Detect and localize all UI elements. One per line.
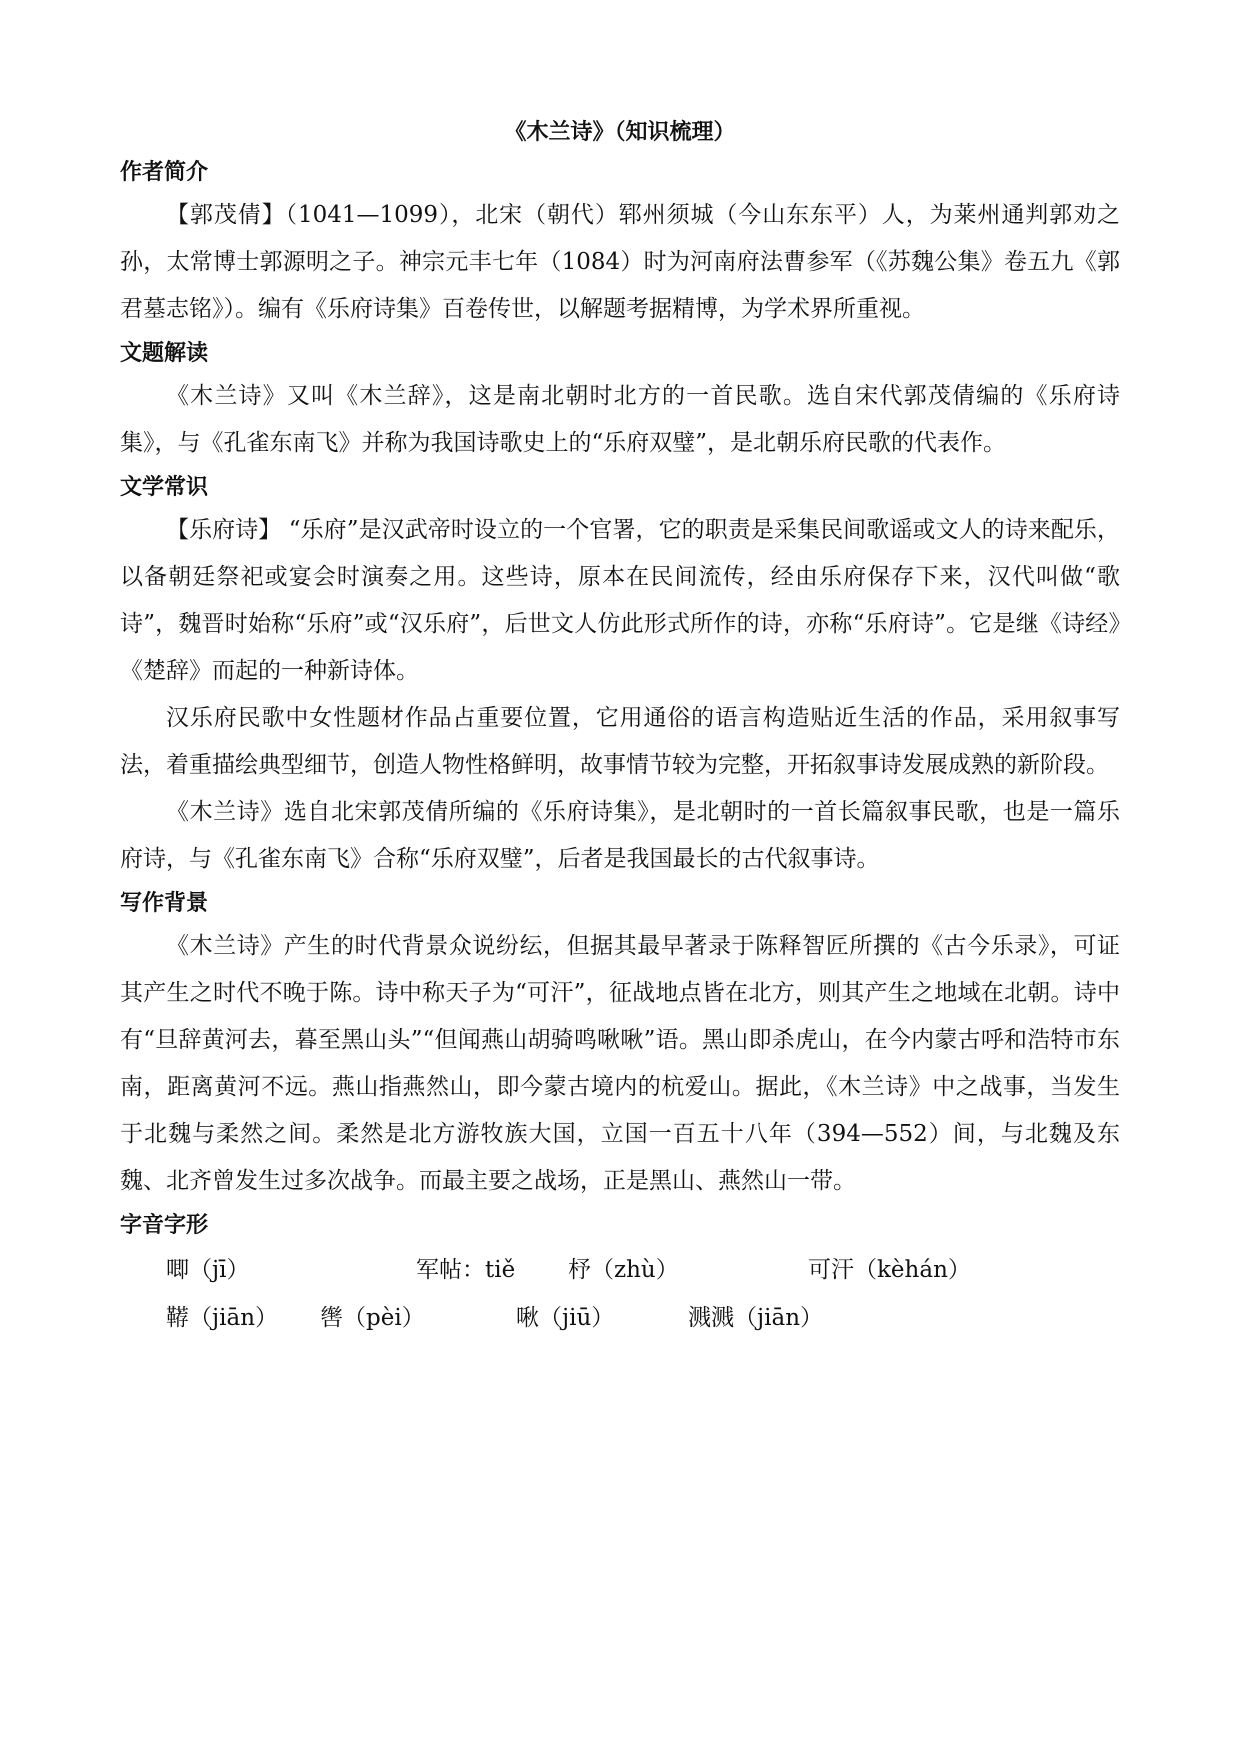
paragraph: 《木兰诗》选自北宋郭茂倩所编的《乐府诗集》，是北朝时的一首长篇叙事民歌，也是一篇乐府诗，与《孔雀东南飞》合称“乐府双璧”，后者是我国最长的古代叙事诗。 bbox=[120, 799, 1120, 872]
vocab-item: 军帖：tiě bbox=[416, 1257, 516, 1283]
document-page bbox=[120, 118, 1120, 1341]
vocab-item: 可汗（kèhán） bbox=[808, 1257, 971, 1283]
vocab-item: 唧（jī） bbox=[166, 1257, 250, 1283]
section-background bbox=[120, 889, 1120, 1205]
section-vocabulary bbox=[120, 1211, 1120, 1341]
paragraph: 【郭茂倩】（1041—1099），北宋（朝代）郓州须城（今山东东平）人，为莱州通判郭劝之孙，太常博士郭源明之子。神宗元丰七年（1084）时为河南府法曹参军（《苏魏公集》卷五九《郭君墓志铭》）。编有《乐府诗集》百卷传世，以解题考据精博，为学术界所重视。 bbox=[120, 202, 1120, 322]
section-heading: 写作背景 bbox=[120, 891, 209, 916]
vocab-item: 杼（zhù） bbox=[568, 1257, 679, 1283]
section-title-interpretation bbox=[120, 339, 1120, 467]
vocab-item: 鞯（jiān） bbox=[166, 1305, 279, 1331]
vocab-item: 啾（jiū） bbox=[516, 1305, 615, 1331]
section-heading: 字音字形 bbox=[120, 1213, 209, 1238]
section-heading: 文学常识 bbox=[120, 475, 209, 500]
section-literary-knowledge bbox=[120, 473, 1120, 883]
vocab-item: 辔（pèi） bbox=[320, 1305, 425, 1331]
section-heading: 作者简介 bbox=[120, 160, 209, 185]
vocab-list bbox=[120, 1245, 1120, 1341]
vocab-item: 溅溅（jiān） bbox=[688, 1305, 824, 1331]
paragraph: 汉乐府民歌中女性题材作品占重要位置，它用通俗的语言构造贴近生活的作品，采用叙事写法，着重描绘典型细节，创造人物性格鲜明，故事情节较为完整，开拓叙事诗发展成熟的新阶段。 bbox=[120, 705, 1120, 778]
paragraph: 【乐府诗】 “乐府”是汉武帝时设立的一个官署，它的职责是采集民间歌谣或文人的诗来配乐，以备朝廷祭祀或宴会时演奏之用。这些诗，原本在民间流传，经由乐府保存下来，汉代叫做“歌诗”，魏晋时始称“乐府”或“汉乐府”，后世文人仿此形式所作的诗，亦称“乐府诗”。它是继《诗经》《楚辞》而起的一种新诗体。 bbox=[120, 517, 1120, 684]
section-author bbox=[120, 158, 1120, 333]
section-heading: 文题解读 bbox=[120, 341, 209, 366]
paragraph: 《木兰诗》产生的时代背景众说纷纭，但据其最早著录于陈释智匠所撰的《古今乐录》，可证其产生之时代不晚于陈。诗中称天子为“可汗”，征战地点皆在北方，则其产生之地域在北朝。诗中有“旦辞黄河去，暮至黑山头”“但闻燕山胡骑鸣啾啾”语。黑山即杀虎山，在今内蒙古呼和浩特市东南，距离黄河不远。燕山指燕然山，即今蒙古境内的杭爱山。据此，《木兰诗》中之战事，当发生于北魏与柔然之间。柔然是北方游牧族大国，立国一百五十八年（394—552）间，与北魏及东魏、北齐曾发生过多次战争。而最主要之战场，正是黑山、燕然山一带。 bbox=[120, 933, 1120, 1194]
document-title: 《木兰诗》（知识梳理） bbox=[504, 120, 736, 145]
paragraph: 《木兰诗》又叫《木兰辞》，这是南北朝时北方的一首民歌。选自宋代郭茂倩编的《乐府诗集》，与《孔雀东南飞》并称为我国诗歌史上的“乐府双璧”，是北朝乐府民歌的代表作。 bbox=[120, 383, 1120, 456]
